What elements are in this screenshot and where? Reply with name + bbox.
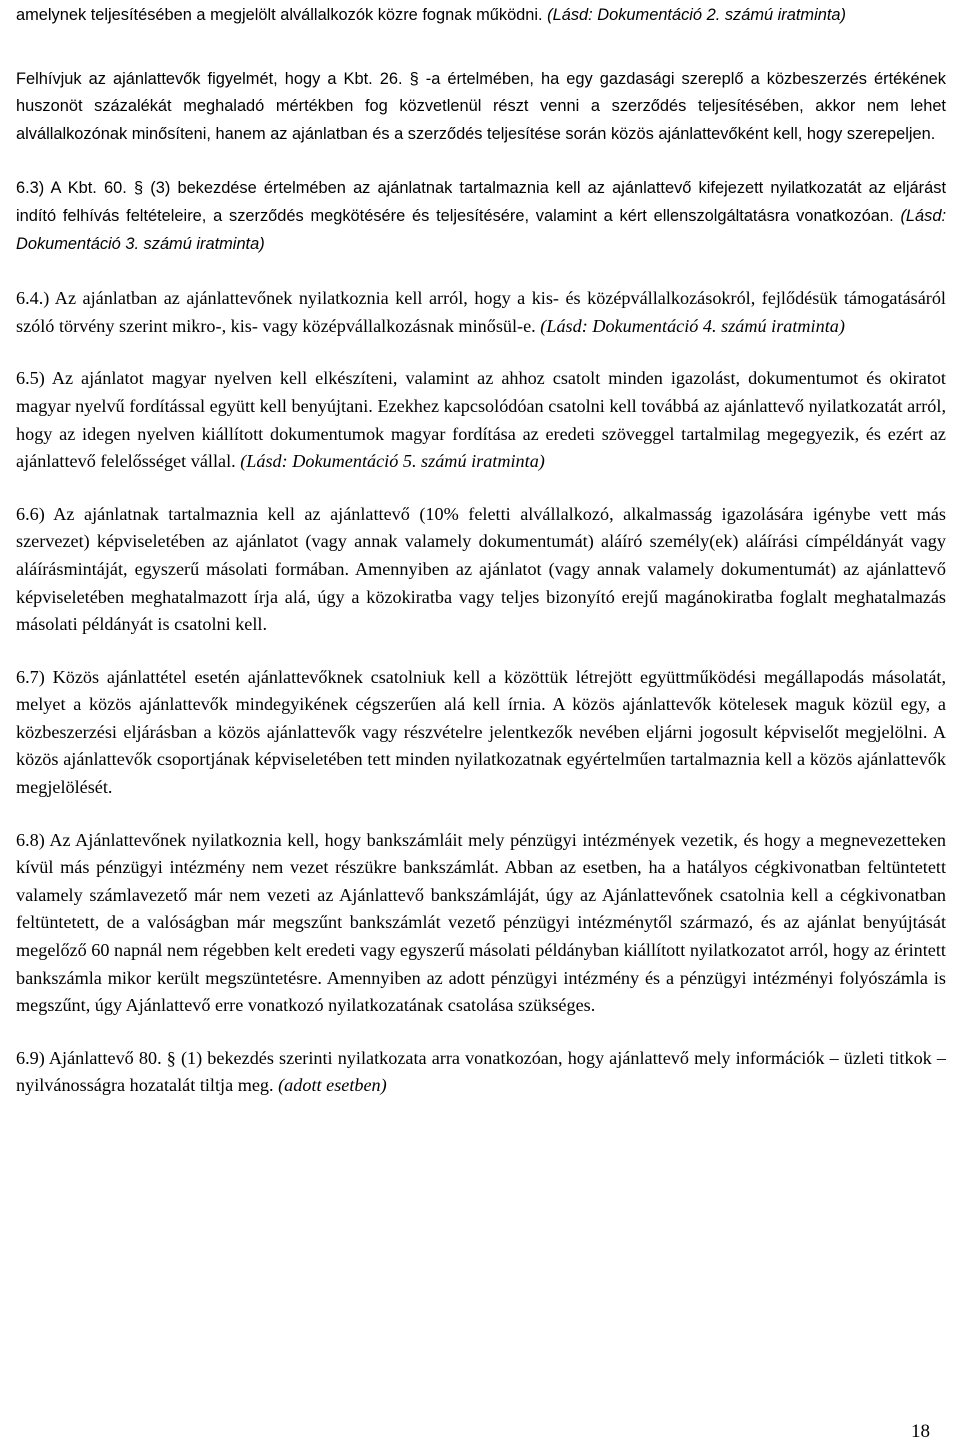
paragraph-6-4-reference: (Lásd: Dokumentáció 4. számú iratminta) — [540, 315, 845, 336]
paragraph-6-9-reference: (adott esetben) — [278, 1075, 387, 1096]
paragraph-6-4-text: 6.4.) Az ajánlatban az ajánlattevőnek nyilatkoznia kell arról, hogy a kis- és középvállalkozásokról, fejlődésük támogatásáról szóló törvény szerint mikro-, kis- vagy középvállalkozásnak minősül-e. — [16, 288, 946, 336]
paragraph-intro-text: amelynek teljesítésében a megjelölt alvállalkozók közre fognak működni. — [16, 6, 548, 24]
paragraph-6-6: 6.6) Az ajánlatnak tartalmaznia kell az ajánlattevő (10% feletti alvállalkozó, alkalmasság igazolására igénybe vett más szervezet) képviseletében az ajánlatot (vagy annak valamely dokumentumát) aláíró személy(ek) aláírási címpéldányát vagy aláírásmintáját, egyszerű másolati formában. Amennyiben az ajánlatot (vagy annak valamely dokumentumát) az ajánlattevő képviseletében meghatalmazott írja alá, úgy a közokiratba vagy teljes bizonyító erejű magánokiratba foglalt meghatalmazás másolati példányát is csatolni kell. — [16, 503, 946, 635]
paragraph-6-5 — [16, 365, 946, 475]
paragraph-felhivjuk: Felhívjuk az ajánlattevők figyelmét, hogy a Kbt. 26. § -a értelmében, ha egy gazdasági szereplő a közbeszerzés értékének huszonöt százalékát meghaladó mértékben fog közvetlenül részt venni a szerződés teljesítésében, akkor nem lehet alvállalkozónak minősíteni, hanem az ajánlatban és a szerződés teljesítése során közös ajánlattevőként kell, hogy szerepeljen. — [16, 69, 946, 143]
paragraph-intro-reference: (Lásd: Dokumentáció 2. számú iratminta) — [547, 6, 846, 24]
paragraph-6-8: 6.8) Az Ajánlattevőnek nyilatkoznia kell, hogy bankszámláit mely pénzügyi intézmények vezetik, és hogy a megnevezetteken kívül más pénzügyi intézmény nem vezet részükre bankszámlát. Abban az esetben, ha a hatályos cégkivonatban feltüntetett valamely számlavezető már nem vezeti az Ajánlattevő bankszámláját, úgy az Ajánlattevőnek csatolnia kell a cégkivonatban feltüntetett, de a valóságban már megszűnt bankszámlát vezető pénzügyi intézménytől származó, és az ajánlat benyújtását megelőző 60 napnál nem régebben kelt eredeti vagy egyszerű másolati példányban kiállított nyilatkozatot arról, hogy az érintett bankszámla mikor került megszüntetésre. Amennyiben az adott pénzügyi intézmény és a pénzügyi intézményi folyószámla is megszűnt, úgy Ajánlattevő erre vonatkozó nyilatkozatának csatolása szükséges. — [16, 829, 946, 1016]
paragraph-6-5-reference: (Lásd: Dokumentáció 5. számú iratminta) — [240, 451, 545, 472]
page-number: 18 — [911, 1421, 930, 1442]
paragraph-6-3-text: 6.3) A Kbt. 60. § (3) bekezdése értelmében az ajánlatnak tartalmaznia kell az ajánlattevő kifejezett nyilatkozatát az eljárást indító felhívás feltételeire, a szerződés megkötésére és teljesítésére, valamint a kért ellenszolgáltatásra vonatkozóan. — [16, 179, 946, 225]
paragraph-6-7: 6.7) Közös ajánlattétel esetén ajánlattevőknek csatolniuk kell a közöttük létrejött együttműködési megállapodás másolatát, melyet a közös ajánlattevők mindegyikének cégszerűen alá kell írnia. A közös ajánlattevők kötelesek maguk közül egy, a közbeszerzési eljárásban a közös ajánlattevők vagy részvételre jelentkezők nevében eljárni jogosult képviselőt megjelölni. A közös ajánlattevők csoportjának képviseletében tett minden nyilatkozatnak egyértelműen tartalmaznia kell a közös ajánlattevők megjelölését. — [16, 666, 946, 798]
paragraph-6-3 — [16, 175, 946, 258]
paragraph-6-9-text: 6.9) Ajánlattevő 80. § (1) bekezdés szerinti nyilatkozata arra vonatkozóan, hogy ajánlattevő mely információk – üzleti titkok – nyilvánosságra hozatalát tiltja meg. — [16, 1047, 946, 1096]
paragraph-6-3-reference: (Lásd: Dokumentáció 3. számú iratminta) — [16, 206, 946, 253]
paragraph-6-5-text: 6.5) Az ajánlatot magyar nyelven kell elkészíteni, valamint az ahhoz csatolt minden igazolást, dokumentumot és okiratot magyar nyelvű fordítással együtt kell benyújtani. Ezekhez kapcsolódóan csatolni kell továbbá az ajánlattevő nyilatkozatát arról, hogy az idegen nyelven kiállított dokumentumok magyar fordítása az eredeti szöveggel tartalmilag megegyezik, és ezért az ajánlattevő felelősséget vállal. — [16, 368, 946, 472]
document-page — [16, 0, 946, 1100]
paragraph-6-4 — [16, 285, 946, 340]
paragraph-6-9 — [16, 1045, 946, 1100]
paragraph-intro — [16, 2, 946, 30]
